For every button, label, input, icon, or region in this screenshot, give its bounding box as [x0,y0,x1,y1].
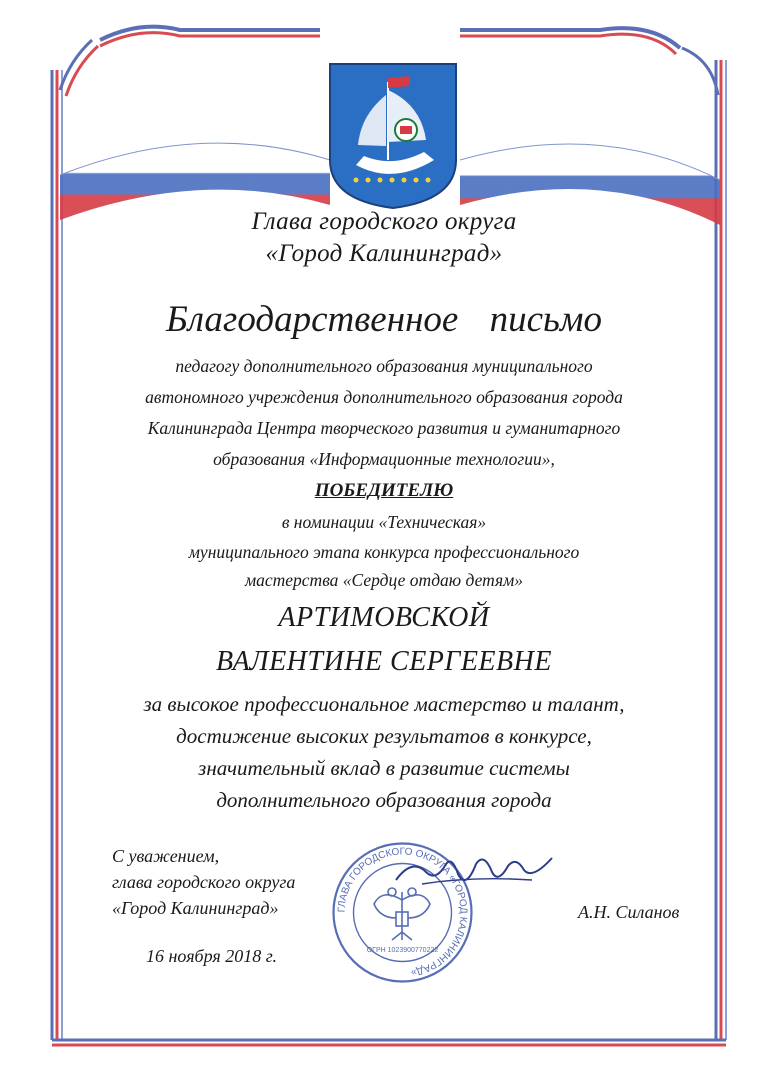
recipient-given-names: ВАЛЕНТИНЕ СЕРГЕЕВНЕ [216,646,552,677]
handwritten-signature [392,850,557,895]
issuer-line-2: «Город Калининград» [265,240,503,267]
description-line: автономного учреждения дополнительного образования города [145,387,623,407]
winner-label: ПОБЕДИТЕЛЮ [314,480,454,501]
bottom-border [52,1040,726,1045]
closing-title: глава городского округа [112,872,296,892]
closing-city: «Город Калининград» [112,898,279,918]
closing-regards: С уважением, [112,846,220,866]
reason-line: за высокое профессиональное мастерство и талант, [143,692,625,716]
nomination-line: в номинации «Техническая» [281,512,487,532]
reason-line: дополнительного образования города [216,788,552,812]
reason-line: значительный вклад в развитие системы [198,756,570,780]
kaliningrad-coat-of-arms [326,60,460,210]
stamp-ogrn: ОГРН 1023900770222 [366,947,439,954]
reason-line: достижение высоких результатов в конкурсе, [176,724,592,748]
description-line: Калининграда Центра творческого развития и гуманитарного [147,418,621,438]
issuer-line-1: Глава городского округа [251,208,517,235]
document-title: Благодарственное письмо [166,299,602,340]
double-headed-eagle-icon [374,888,430,940]
contest-name-line: мастерства «Сердце отдаю детям» [244,570,524,590]
recipient-surname: АРТИМОВСКОЙ [278,602,490,633]
signer-name: А.Н. Силанов [578,902,680,922]
issue-date: 16 ноября 2018 г. [146,946,278,966]
description-line: образования «Информационные технологии», [213,449,555,469]
contest-line: муниципального этапа конкурса профессионального [188,542,580,562]
svg-text:ГЛАВА ГОРОДСКОГО ОКРУГА «ГОРОД: ГЛАВА ГОРОДСКОГО ОКРУГА «ГОРОД КАЛИНИНГРАД» [336,846,469,978]
description-line: педагогу дополнительного образования муниципального [175,356,593,376]
